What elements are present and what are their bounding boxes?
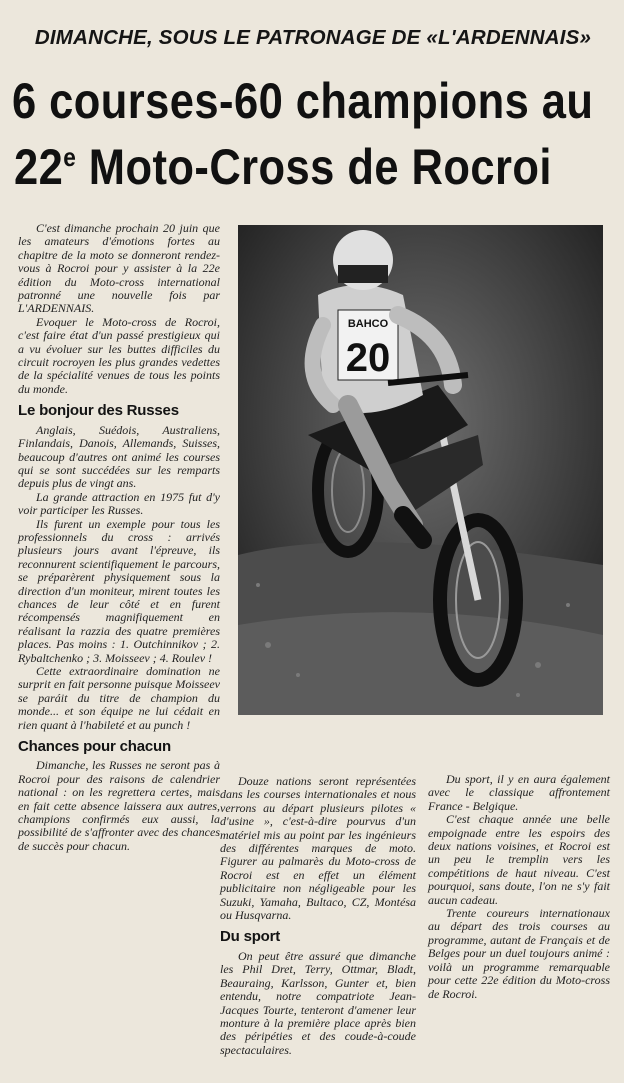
russes-paragraph-4: Cette extraordinaire domination ne surprit en fait personne puisque Moisseev se paráit du titre de champion du monde... et son équipe ne lui cédait en rien quant à l'habileté et au punch ! [18, 664, 220, 732]
chances-paragraph-1: Dimanche, les Russes ne seront pas à Rocroi pour des raisons de calendrier national : on les regrettera certes, mais en fait cette absence laissera aux autres, champions confirmés eux aussi, la possibilité de s'affronter avec des chances de succès pour chacun. [18, 758, 220, 853]
bib-number: 20 [345, 336, 391, 380]
column-2 [220, 775, 416, 1057]
intro-paragraph-1: C'est dimanche prochain 20 juin que les amateurs d'émotions fortes au chapitre de la moto se donneront rendez-vous à Rocroi pour y assister à la 22e édition du Moto-cross international patronné une nouvelle fois par L'ARDENNAIS. [18, 221, 220, 316]
kicker: DIMANCHE, SOUS LE PATRONAGE DE «L'ARDENNAIS» [34, 26, 592, 49]
headline-edition-number: 22 [14, 139, 64, 195]
chances-paragraph-2: Douze nations seront représentées dans les courses internationales et nous verrons au départ plusieurs pilotes « d'usine », c'est-à-dire pourvus d'un matériel mis au point par les ingénieurs des différentes marques de moto. Figurer au palmarès du Moto-cross de Rocroi est en effet un élément publicitaire non négligeable pour les Suzuki, Yamaha, Bultaco, CZ, Montésa ou Husqvarna. [220, 774, 416, 923]
headline-line-1: 6 courses-60 champions au [12, 73, 594, 129]
section-title-russes: Le bonjour des Russes [18, 402, 179, 420]
russes-paragraph-1: Anglais, Suédois, Australiens, Finlandais, Danois, Allemands, Suisses, beaucoup d'autres ont animé les courses qui se sont succédées sur les remparts depuis plus de vingt ans. [18, 422, 220, 491]
russes-paragraph-2: La grande attraction en 1975 fut d'y voir participer les Russes. [18, 489, 220, 518]
column-3 [428, 773, 610, 1001]
section-title-chances: Chances pour chacun [18, 738, 171, 756]
russes-paragraph-3: Ils furent un exemple pour tous les professionnels du cross : arrivés plusieurs jours avant l'épreuve, ils reconnurent scientifiquement le parcours, se préparèrent physiquement sous la direction d'un moniteur, mirent toutes les chances de leur côté et en furent récompensés magnifiquement en réalisant la razzia des quatre premières places. Pas moins : 1. Outchinnikov ; 2. Rybaltchenko ; 3. Moisseev ; 4. Roulev ! [18, 516, 220, 665]
sport-paragraph-4: Trente coureurs internationaux au départ des trois courses au programme, autant de Français et de Belges pour un duel toujours animé : voilà un programme remarquable pour cette 22e édition du Moto-cross de Rocroi. [428, 906, 610, 1001]
motocross-photo [238, 225, 603, 715]
motocross-rider-illustration [238, 225, 603, 715]
headline-event-name: Moto-Cross de Rocroi [76, 139, 552, 195]
headline-line-2 [14, 138, 552, 196]
column-1-top [18, 222, 220, 853]
headline-edition-suffix: e [63, 142, 77, 172]
sport-paragraph-2: Du sport, il y en aura également avec le classique affrontement France - Belgique. [428, 772, 610, 813]
sport-paragraph-3: C'est chaque année une belle empoignade entre les espoirs des deux nations voisines, et Rocroi est un peu le tremplin vers les compétitions de haut niveau. C'est pourquoi, sans doute, l'on ne s'y fait aucun cadeau. [428, 812, 610, 907]
sport-paragraph-1: On peut être assuré que dimanche les Phil Dret, Terry, Ottmar, Bladt, Beauraing, Karlsson, Gunter et, bien entendu, notre compatriote Jean-Jacques Tourte, tenteront d'amener leur monture à la première place après bien des péripéties et des coude-à-coude spectaculaires. [220, 948, 416, 1057]
section-title-sport: Du sport [220, 928, 281, 946]
bib-sponsor: BAHCO [347, 318, 389, 330]
intro-paragraph-2: Evoquer le Moto-cross de Rocroi, c'est faire état d'un passé prestigieux qui a vu évoluer sur les buttes difficiles du circuit rocroyen les plus grandes vedettes de la spécialité venues de tous les points du monde. [18, 314, 220, 396]
